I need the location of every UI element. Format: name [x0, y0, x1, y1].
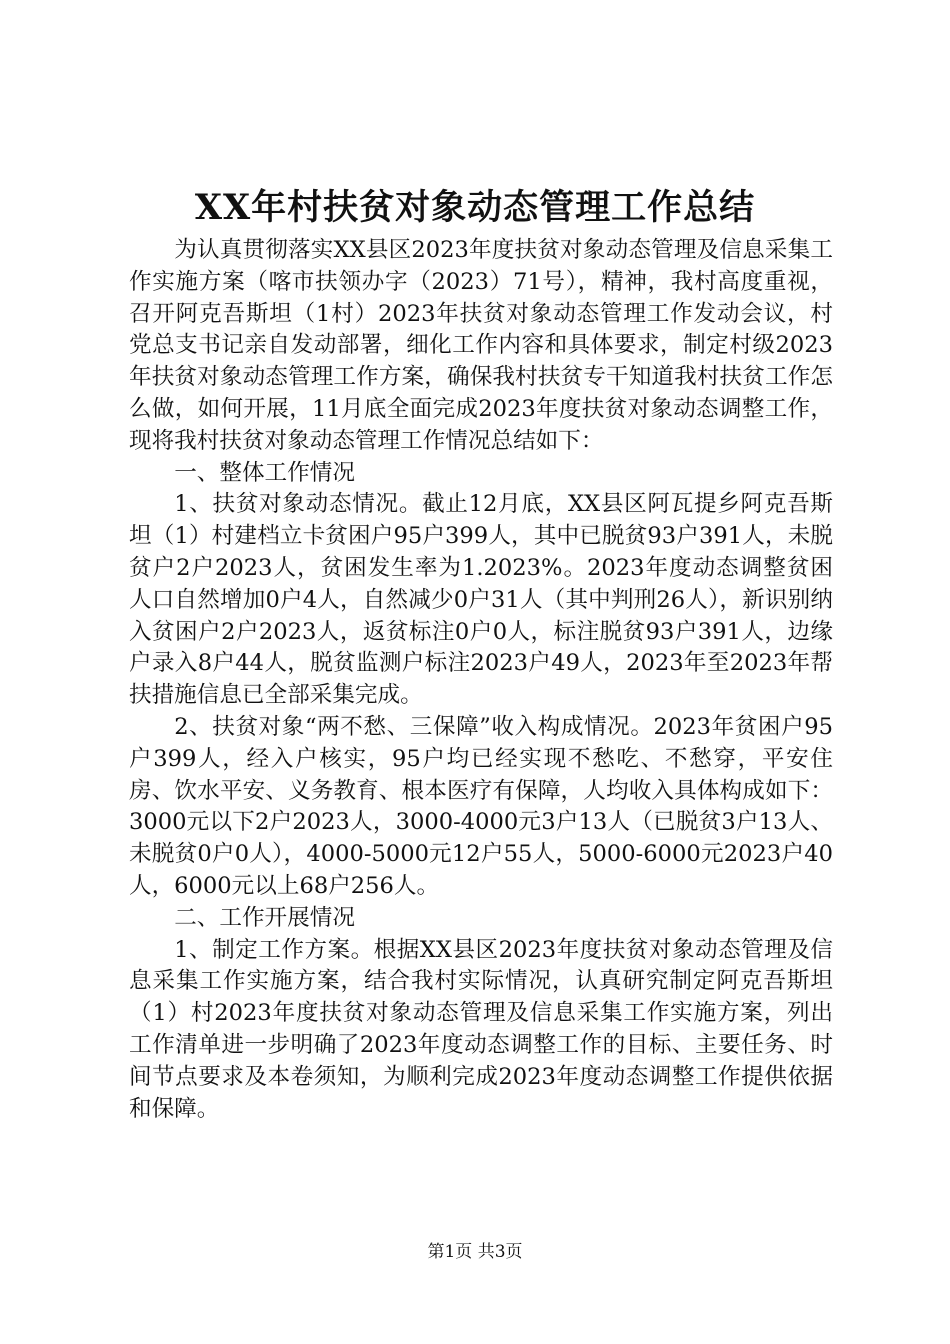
document-title: XX年村扶贫对象动态管理工作总结 — [194, 187, 756, 228]
paragraph-income-structure: 2、扶贫对象“两不愁、三保障”收入构成情况。2023年贫困户95户399人，经入户核实，95户均已经实现不愁吃、不愁穿，平安住房、饮水平安、义务教育、根本医疗有保障，人均收入具体构成如下：3000元以下2户2023人，3000-4000元3户13人（已脱贫3户13人、未脱贫0户0人），4000-5000元12户55人，5000-6000元2023户40人，6000元以上68户256人。 — [129, 713, 833, 899]
paragraph-intro: 为认真贯彻落实XX县区2023年度扶贫对象动态管理及信息采集工作实施方案（喀市扶领办字（2023）71号），精神，我村高度重视，召开阿克吾斯坦（1村）2023年扶贫对象动态管理工作发动会议，村党总支书记亲自发动部署，细化工作内容和具体要求，制定村级2023年扶贫对象动态管理工作方案，确保我村扶贫专干知道我村扶贫工作怎么做，如何开展，11月底全面完成2023年度扶贫对象动态调整工作，现将我村扶贫对象动态管理工作情况总结如下： — [129, 237, 833, 454]
section-heading-overall: 一、整体工作情况 — [174, 459, 355, 486]
page-footer: 第1页 共3页 — [427, 1242, 523, 1262]
section-heading-work-progress: 二、工作开展情况 — [174, 904, 355, 931]
document-body — [129, 235, 833, 1125]
paragraph-dynamic-status: 1、扶贫对象动态情况。截止12月底，XX县区阿瓦提乡阿克吾斯坦（1）村建档立卡贫困户95户399人，其中已脱贫93户391人，未脱贫户2户2023人，贫困发生率为1.2023%。2023年度动态调整贫困人口自然增加0户4人，自然减少0户31人（其中判刑26人），新识别纳入贫困户2户2023人，返贫标注0户0人，标注脱贫93户391人，边缘户录入8户44人，脱贫监测户标注2023户49人，2023年至2023年帮扶措施信息已全部采集完成。 — [129, 491, 833, 709]
paragraph-work-plan: 1、制定工作方案。根据XX县区2023年度扶贫对象动态管理及信息采集工作实施方案，结合我村实际情况，认真研究制定阿克吾斯坦（1）村2023年度扶贫对象动态管理及信息采集工作实施方案，列出工作清单进一步明确了2023年度动态调整工作的目标、主要任务、时间节点要求及本卷须知，为顺利完成2023年度动态调整工作提供依据和保障。 — [129, 936, 833, 1122]
